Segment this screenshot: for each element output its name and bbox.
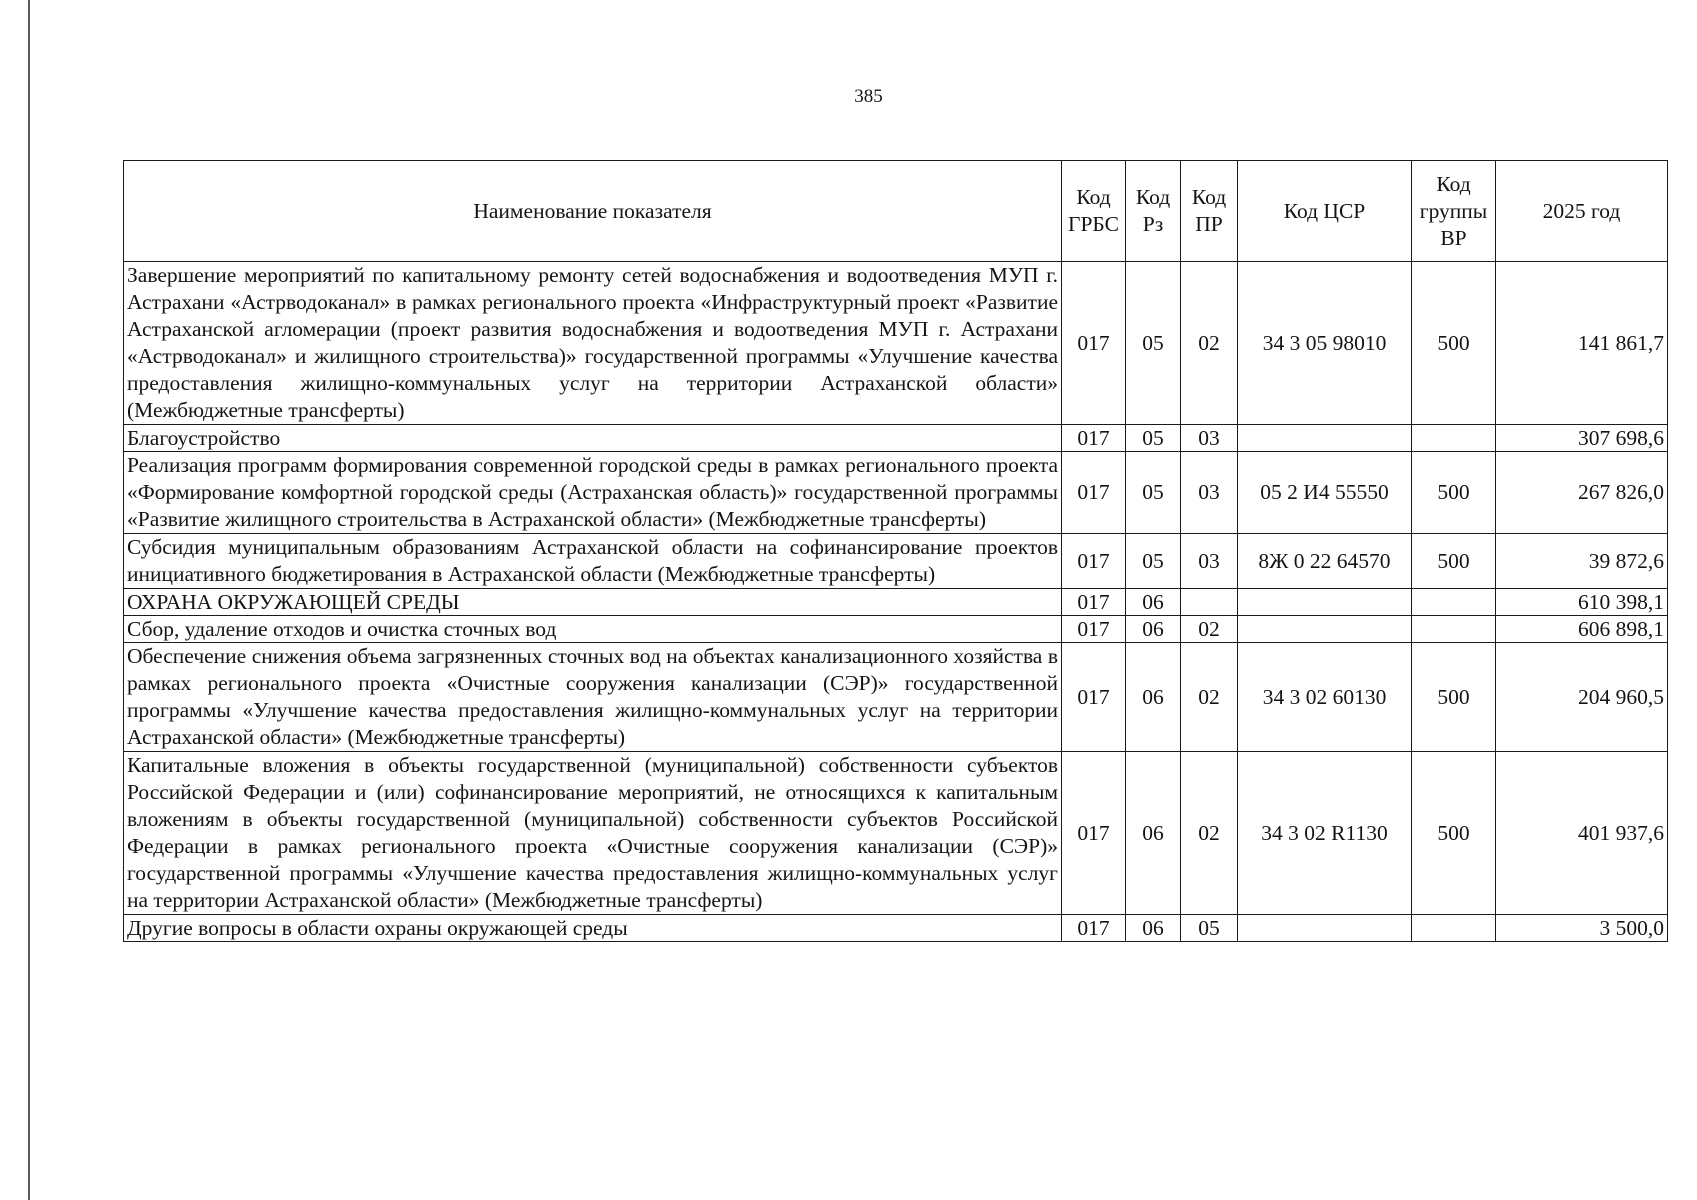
row-rz: 05: [1126, 425, 1181, 452]
scan-edge-line: [28, 0, 30, 1200]
row-csr: 8Ж 0 22 64570: [1238, 534, 1412, 589]
table-row: [124, 752, 1668, 915]
row-name: Обеспечение снижения объема загрязненных сточных вод на объектах канализационного хозяйства в рамках регионального проекта «Очистные сооружения канализации (СЭР)» государственной программы «Улучшение качества предоставления жилищно-коммунальных услуг на территории Астраханской области» (Межбюджетные трансферты): [124, 643, 1062, 752]
row-csr: [1238, 589, 1412, 616]
row-pr: 02: [1181, 616, 1238, 643]
header-grbs: Код ГРБС: [1062, 161, 1126, 262]
row-vr: [1412, 616, 1496, 643]
header-pr: Код ПР: [1181, 161, 1238, 262]
row-vr: 500: [1412, 262, 1496, 425]
row-pr: 02: [1181, 752, 1238, 915]
header-year: 2025 год: [1496, 161, 1668, 262]
table-row: [124, 589, 1668, 616]
row-grbs: 017: [1062, 589, 1126, 616]
row-vr: 500: [1412, 534, 1496, 589]
row-name: Благоустройство: [124, 425, 1062, 452]
row-amount: 141 861,7: [1496, 262, 1668, 425]
row-pr: 05: [1181, 915, 1238, 942]
row-csr: [1238, 915, 1412, 942]
row-pr: 03: [1181, 534, 1238, 589]
row-pr: 03: [1181, 425, 1238, 452]
header-rz: Код Рз: [1126, 161, 1181, 262]
row-grbs: 017: [1062, 452, 1126, 534]
row-grbs: 017: [1062, 262, 1126, 425]
table-row: [124, 262, 1668, 425]
row-name: Капитальные вложения в объекты государственной (муниципальной) собственности субъектов Российской Федерации и (или) софинансирование мероприятий, не относящихся к капитальным вложениям в объекты государственной (муниципальной) собственности субъектов Российской Федерации в рамках регионального проекта «Очистные сооружения канализации (СЭР)» государственной программы «Улучшение качества предоставления жилищно-коммунальных услуг на территории Астраханской области» (Межбюджетные трансферты): [124, 752, 1062, 915]
row-rz: 06: [1126, 616, 1181, 643]
row-csr: 34 3 02 60130: [1238, 643, 1412, 752]
header-name: Наименование показателя: [124, 161, 1062, 262]
row-name: Реализация программ формирования современной городской среды в рамках регионального проекта «Формирование комфортной городской среды (Астраханская область)» государственной программы «Развитие жилищного строительства в Астраханской области» (Межбюджетные трансферты): [124, 452, 1062, 534]
row-name: ОХРАНА ОКРУЖАЮЩЕЙ СРЕДЫ: [124, 589, 1062, 616]
table-row: [124, 452, 1668, 534]
table-row: [124, 534, 1668, 589]
row-vr: [1412, 589, 1496, 616]
row-amount: 606 898,1: [1496, 616, 1668, 643]
budget-table: [123, 160, 1668, 942]
row-pr: 02: [1181, 643, 1238, 752]
row-amount: 401 937,6: [1496, 752, 1668, 915]
row-amount: 39 872,6: [1496, 534, 1668, 589]
row-amount: 204 960,5: [1496, 643, 1668, 752]
row-vr: [1412, 425, 1496, 452]
row-name: Сбор, удаление отходов и очистка сточных вод: [124, 616, 1062, 643]
row-csr: [1238, 616, 1412, 643]
table-row: [124, 616, 1668, 643]
row-rz: 05: [1126, 262, 1181, 425]
row-pr: 02: [1181, 262, 1238, 425]
row-csr: 05 2 И4 55550: [1238, 452, 1412, 534]
row-grbs: 017: [1062, 752, 1126, 915]
row-vr: 500: [1412, 452, 1496, 534]
row-csr: [1238, 425, 1412, 452]
row-name: Завершение мероприятий по капитальному ремонту сетей водоснабжения и водоотведения МУП г. Астрахани «Астрводоканал» в рамках регионального проекта «Инфраструктурный проект «Развитие Астраханской агломерации (проект развития водоснабжения и водоотведения МУП г. Астрахани «Астрводоканал» и жилищного строительства)» государственной программы «Улучшение качества предоставления жилищно-коммунальных услуг на территории Астраханской области» (Межбюджетные трансферты): [124, 262, 1062, 425]
table-row: [124, 915, 1668, 942]
row-amount: 3 500,0: [1496, 915, 1668, 942]
row-csr: 34 3 02 R1130: [1238, 752, 1412, 915]
row-rz: 06: [1126, 752, 1181, 915]
row-grbs: 017: [1062, 643, 1126, 752]
page-number: 385: [854, 86, 883, 107]
row-grbs: 017: [1062, 425, 1126, 452]
row-grbs: 017: [1062, 534, 1126, 589]
row-vr: 500: [1412, 643, 1496, 752]
row-amount: 610 398,1: [1496, 589, 1668, 616]
row-pr: 03: [1181, 452, 1238, 534]
row-name: Другие вопросы в области охраны окружающей среды: [124, 915, 1062, 942]
row-vr: [1412, 915, 1496, 942]
header-vr: Код группы ВР: [1412, 161, 1496, 262]
table-row: [124, 425, 1668, 452]
row-grbs: 017: [1062, 915, 1126, 942]
table-row: [124, 643, 1668, 752]
row-name: Субсидия муниципальным образованиям Астраханской области на софинансирование проектов инициативного бюджетирования в Астраханской области (Межбюджетные трансферты): [124, 534, 1062, 589]
row-amount: 267 826,0: [1496, 452, 1668, 534]
row-rz: 06: [1126, 589, 1181, 616]
row-grbs: 017: [1062, 616, 1126, 643]
header-csr: Код ЦСР: [1238, 161, 1412, 262]
row-rz: 06: [1126, 915, 1181, 942]
row-vr: 500: [1412, 752, 1496, 915]
row-rz: 05: [1126, 452, 1181, 534]
table-header-row: [124, 161, 1668, 262]
row-pr: [1181, 589, 1238, 616]
row-rz: 06: [1126, 643, 1181, 752]
row-csr: 34 3 05 98010: [1238, 262, 1412, 425]
row-rz: 05: [1126, 534, 1181, 589]
row-amount: 307 698,6: [1496, 425, 1668, 452]
